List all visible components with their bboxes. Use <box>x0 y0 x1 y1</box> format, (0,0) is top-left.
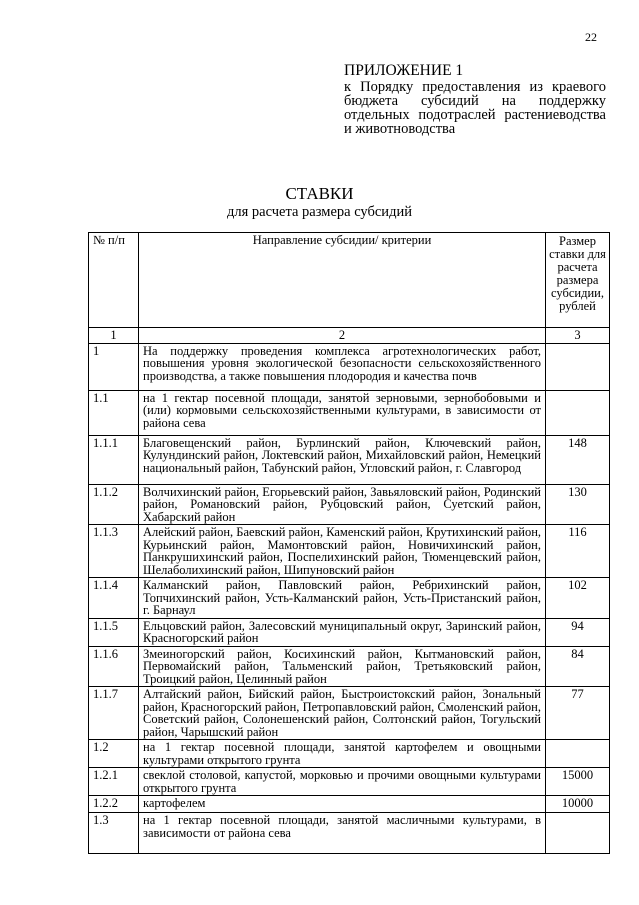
column-number: 3 <box>546 328 610 344</box>
header-direction: Направление субсидии/ критерии <box>139 233 546 328</box>
row-rate: 130 <box>546 484 610 525</box>
table-row <box>89 740 610 768</box>
row-number: 1.2.1 <box>89 768 139 796</box>
row-rate: 84 <box>546 646 610 687</box>
table-row <box>89 435 610 484</box>
appendix-block <box>344 64 606 136</box>
appendix-title: ПРИЛОЖЕНИЕ 1 <box>344 62 464 79</box>
row-rate: 102 <box>546 578 610 619</box>
row-text: Змеиногорский район, Косихинский район, Кытмановский район, Первомайский район, Тальменский район, Третьяковский район, Троицкий район, Целинный район <box>139 646 546 687</box>
table-row <box>89 484 610 525</box>
row-rate: 10000 <box>546 796 610 813</box>
row-number: 1.1.1 <box>89 435 139 484</box>
row-number: 1.2.2 <box>89 796 139 813</box>
page-number: 22 <box>585 30 597 44</box>
row-rate <box>546 343 610 390</box>
row-text: Волчихинский район, Егорьевский район, Завьяловский район, Родинский район, Романовский район, Рубцовский район, Суетский район, Хабарский район <box>139 484 546 525</box>
table-row <box>89 525 610 578</box>
row-text: Благовещенский район, Бурлинский район, Ключевский район, Кулундинский район, Локтевский район, Михайловский район, Немецкий национальный район, Табунский район, Угловский район, г. Славгород <box>139 435 546 484</box>
table-row <box>89 646 610 687</box>
row-text: на 1 гектар посевной площади, занятой картофелем и овощными культурами открытого грунта <box>139 740 546 768</box>
row-number: 1.2 <box>89 740 139 768</box>
row-number: 1.3 <box>89 813 139 854</box>
document-subtitle: для расчета размера субсидий <box>227 204 412 220</box>
row-number: 1.1 <box>89 390 139 435</box>
row-rate <box>546 740 610 768</box>
row-text: Алтайский район, Бийский район, Быстроистокский район, Зональный район, Красногорский район, Петропавловский район, Смоленский район, Советский район, Солонешенский район, Солтонский район, Тогульский район, Чарышский район <box>139 687 546 740</box>
row-rate <box>546 390 610 435</box>
table-row <box>89 796 610 813</box>
row-number: 1.1.7 <box>89 687 139 740</box>
table-row <box>89 618 610 646</box>
row-number: 1.1.6 <box>89 646 139 687</box>
row-text: На поддержку проведения комплекса агротехнологических работ, повышения уровня экологической безопасности сельскохозяйственного производства, а также повышения плодородия и качества почв <box>139 343 546 390</box>
rates-table <box>88 232 610 854</box>
row-rate: 15000 <box>546 768 610 796</box>
table-row <box>89 343 610 390</box>
row-text: Алейский район, Баевский район, Каменский район, Крутихинский район, Курьинский район, Мамонтовский район, Новичихинский район, Панкрушихинский район, Поспелихинский район, Тюменцевский район, Шелаболихинский район, Шипуновский район <box>139 525 546 578</box>
table-body <box>89 343 610 854</box>
table-row <box>89 578 610 619</box>
row-text: на 1 гектар посевной площади, занятой масличными культурами, в зависимости от района сева <box>139 813 546 854</box>
row-text: Ельцовский район, Залесовский муниципальный округ, Заринский район, Красногорский район <box>139 618 546 646</box>
row-number: 1.1.4 <box>89 578 139 619</box>
table-row <box>89 687 610 740</box>
row-number: 1.1.3 <box>89 525 139 578</box>
header-rate: Размер ставки для расчета размера субсидии, рублей <box>546 233 610 328</box>
table-header-row <box>89 233 610 328</box>
table-row <box>89 768 610 796</box>
column-number: 2 <box>139 328 546 344</box>
row-rate: 116 <box>546 525 610 578</box>
row-text: Калманский район, Павловский район, Ребрихинский район, Топчихинский район, Усть-Калманский район, Усть-Пристанский район, г. Барнаул <box>139 578 546 619</box>
row-rate: 77 <box>546 687 610 740</box>
row-rate <box>546 813 610 854</box>
header-number: № п/п <box>89 233 139 328</box>
table-row <box>89 390 610 435</box>
row-text: свеклой столовой, капустой, морковью и прочими овощными культурами открытого грунта <box>139 768 546 796</box>
row-text: картофелем <box>139 796 546 813</box>
row-number: 1 <box>89 343 139 390</box>
row-number: 1.1.2 <box>89 484 139 525</box>
column-number: 1 <box>89 328 139 344</box>
row-rate: 148 <box>546 435 610 484</box>
document-title: СТАВКИ <box>285 184 354 203</box>
appendix-text: к Порядку предоставления из краевого бюджета субсидий на поддержку отдельных подотраслей растениеводства и животноводства <box>344 79 606 137</box>
row-text: на 1 гектар посевной площади, занятой зерновыми, зернобобовыми и (или) кормовыми сельскохозяйственными культурами, в зависимости от района сева <box>139 390 546 435</box>
row-number: 1.1.5 <box>89 618 139 646</box>
row-rate: 94 <box>546 618 610 646</box>
table-row <box>89 813 610 854</box>
column-number-row <box>89 328 610 344</box>
